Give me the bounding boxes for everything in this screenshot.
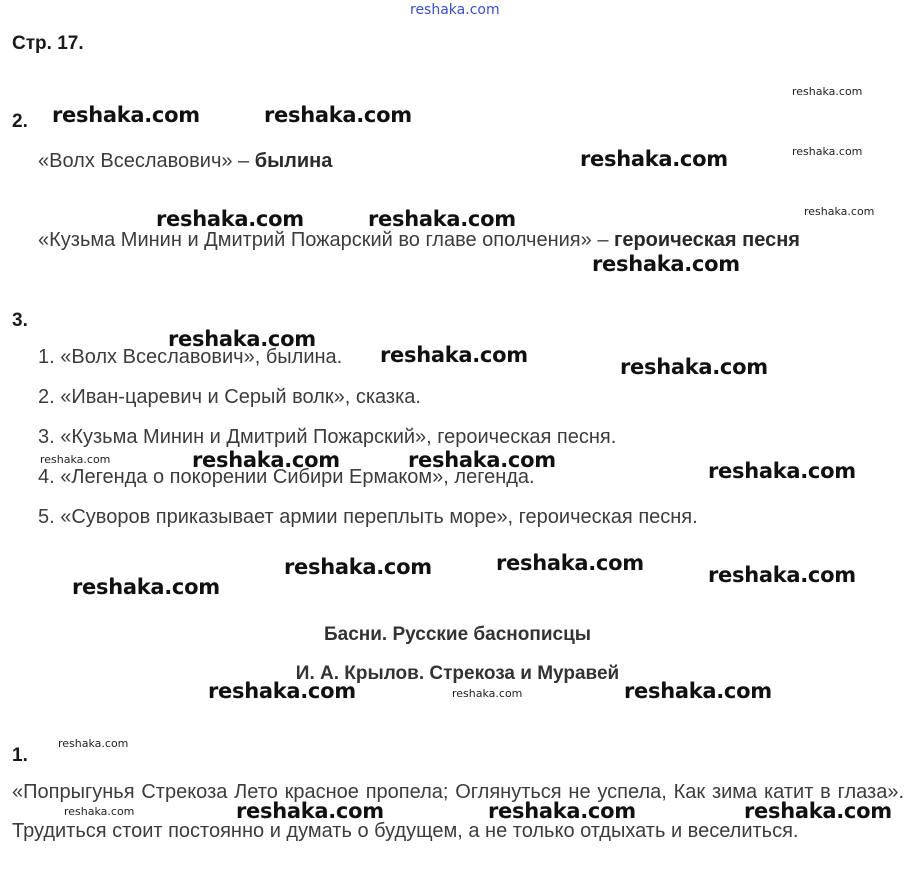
- watermark-text: reshaka.com: [708, 459, 856, 483]
- section-2-line-1: [38, 150, 332, 173]
- section-2-line-2: [38, 229, 800, 252]
- watermark-text-small: reshaka.com: [40, 453, 111, 466]
- section-1-paragraph: «Попрыгунья Стрекоза Лето красное пропела; Оглянуться не успела, Как зима катит в глаза». Трудиться стоит постоянно и думать о будущем, а не только отдыхать и веселиться.: [12, 781, 904, 842]
- watermark-text: reshaka.com: [380, 343, 528, 367]
- watermark-text: reshaka.com: [156, 207, 304, 231]
- watermark-text: reshaka.com: [580, 147, 728, 171]
- list-item: 3. «Кузьма Минин и Дмитрий Пожарский», героическая песня.: [38, 426, 617, 448]
- watermark-text: reshaka.com: [208, 679, 356, 703]
- watermark-text-small: reshaka.com: [64, 805, 135, 818]
- watermark-text-small: reshaka.com: [452, 687, 523, 700]
- list-item: 2. «Иван-царевич и Серый волк», сказка.: [38, 386, 421, 408]
- watermark-text: reshaka.com: [52, 103, 200, 127]
- watermark-top: reshaka.com: [410, 2, 500, 18]
- lesson-title: И. А. Крылов. Стрекоза и Муравей: [295, 663, 620, 684]
- section-2-line-2-genre: героическая песня: [614, 229, 800, 251]
- list-item: 4. «Легенда о покорении Сибири Ермаком», легенда.: [38, 466, 535, 488]
- chapter-title: Басни. Русские баснописцы: [323, 624, 592, 645]
- section-2-line-1-text: «Волх Всеславович» –: [38, 150, 255, 172]
- watermark-text: reshaka.com: [192, 448, 340, 472]
- watermark-text: reshaka.com: [408, 448, 556, 472]
- watermark-text: reshaka.com: [284, 555, 432, 579]
- section-2-line-2-text: «Кузьма Минин и Дмитрий Пожарский во главе ополчения» –: [38, 229, 614, 251]
- watermark-text: reshaka.com: [624, 679, 772, 703]
- watermark-text: reshaka.com: [368, 207, 516, 231]
- watermark-text: reshaka.com: [72, 575, 220, 599]
- watermark-text-small: reshaka.com: [792, 145, 863, 158]
- watermark-text: reshaka.com: [592, 252, 740, 276]
- page-label: Стр. 17.: [12, 33, 84, 54]
- list-item: 1. «Волх Всеславович», былина.: [38, 346, 343, 368]
- watermark-text: reshaka.com: [744, 799, 892, 823]
- watermark-text: reshaka.com: [496, 551, 644, 575]
- watermark-text-small: reshaka.com: [792, 85, 863, 98]
- watermark-text-small: reshaka.com: [58, 737, 129, 750]
- watermark-text: reshaka.com: [236, 799, 384, 823]
- section-1-number: 1.: [12, 745, 28, 766]
- list-item: 5. «Суворов приказывает армии переплыть море», героическая песня.: [38, 506, 698, 528]
- section-2-number: 2.: [12, 111, 28, 132]
- watermark-text: reshaka.com: [168, 327, 316, 351]
- watermark-text: reshaka.com: [620, 355, 768, 379]
- watermark-text-small: reshaka.com: [804, 205, 875, 218]
- section-3-number: 3.: [12, 310, 28, 331]
- watermark-text: reshaka.com: [708, 563, 856, 587]
- section-2-line-1-genre: былина: [254, 150, 333, 172]
- watermark-text: reshaka.com: [264, 103, 412, 127]
- watermark-text: reshaka.com: [488, 799, 636, 823]
